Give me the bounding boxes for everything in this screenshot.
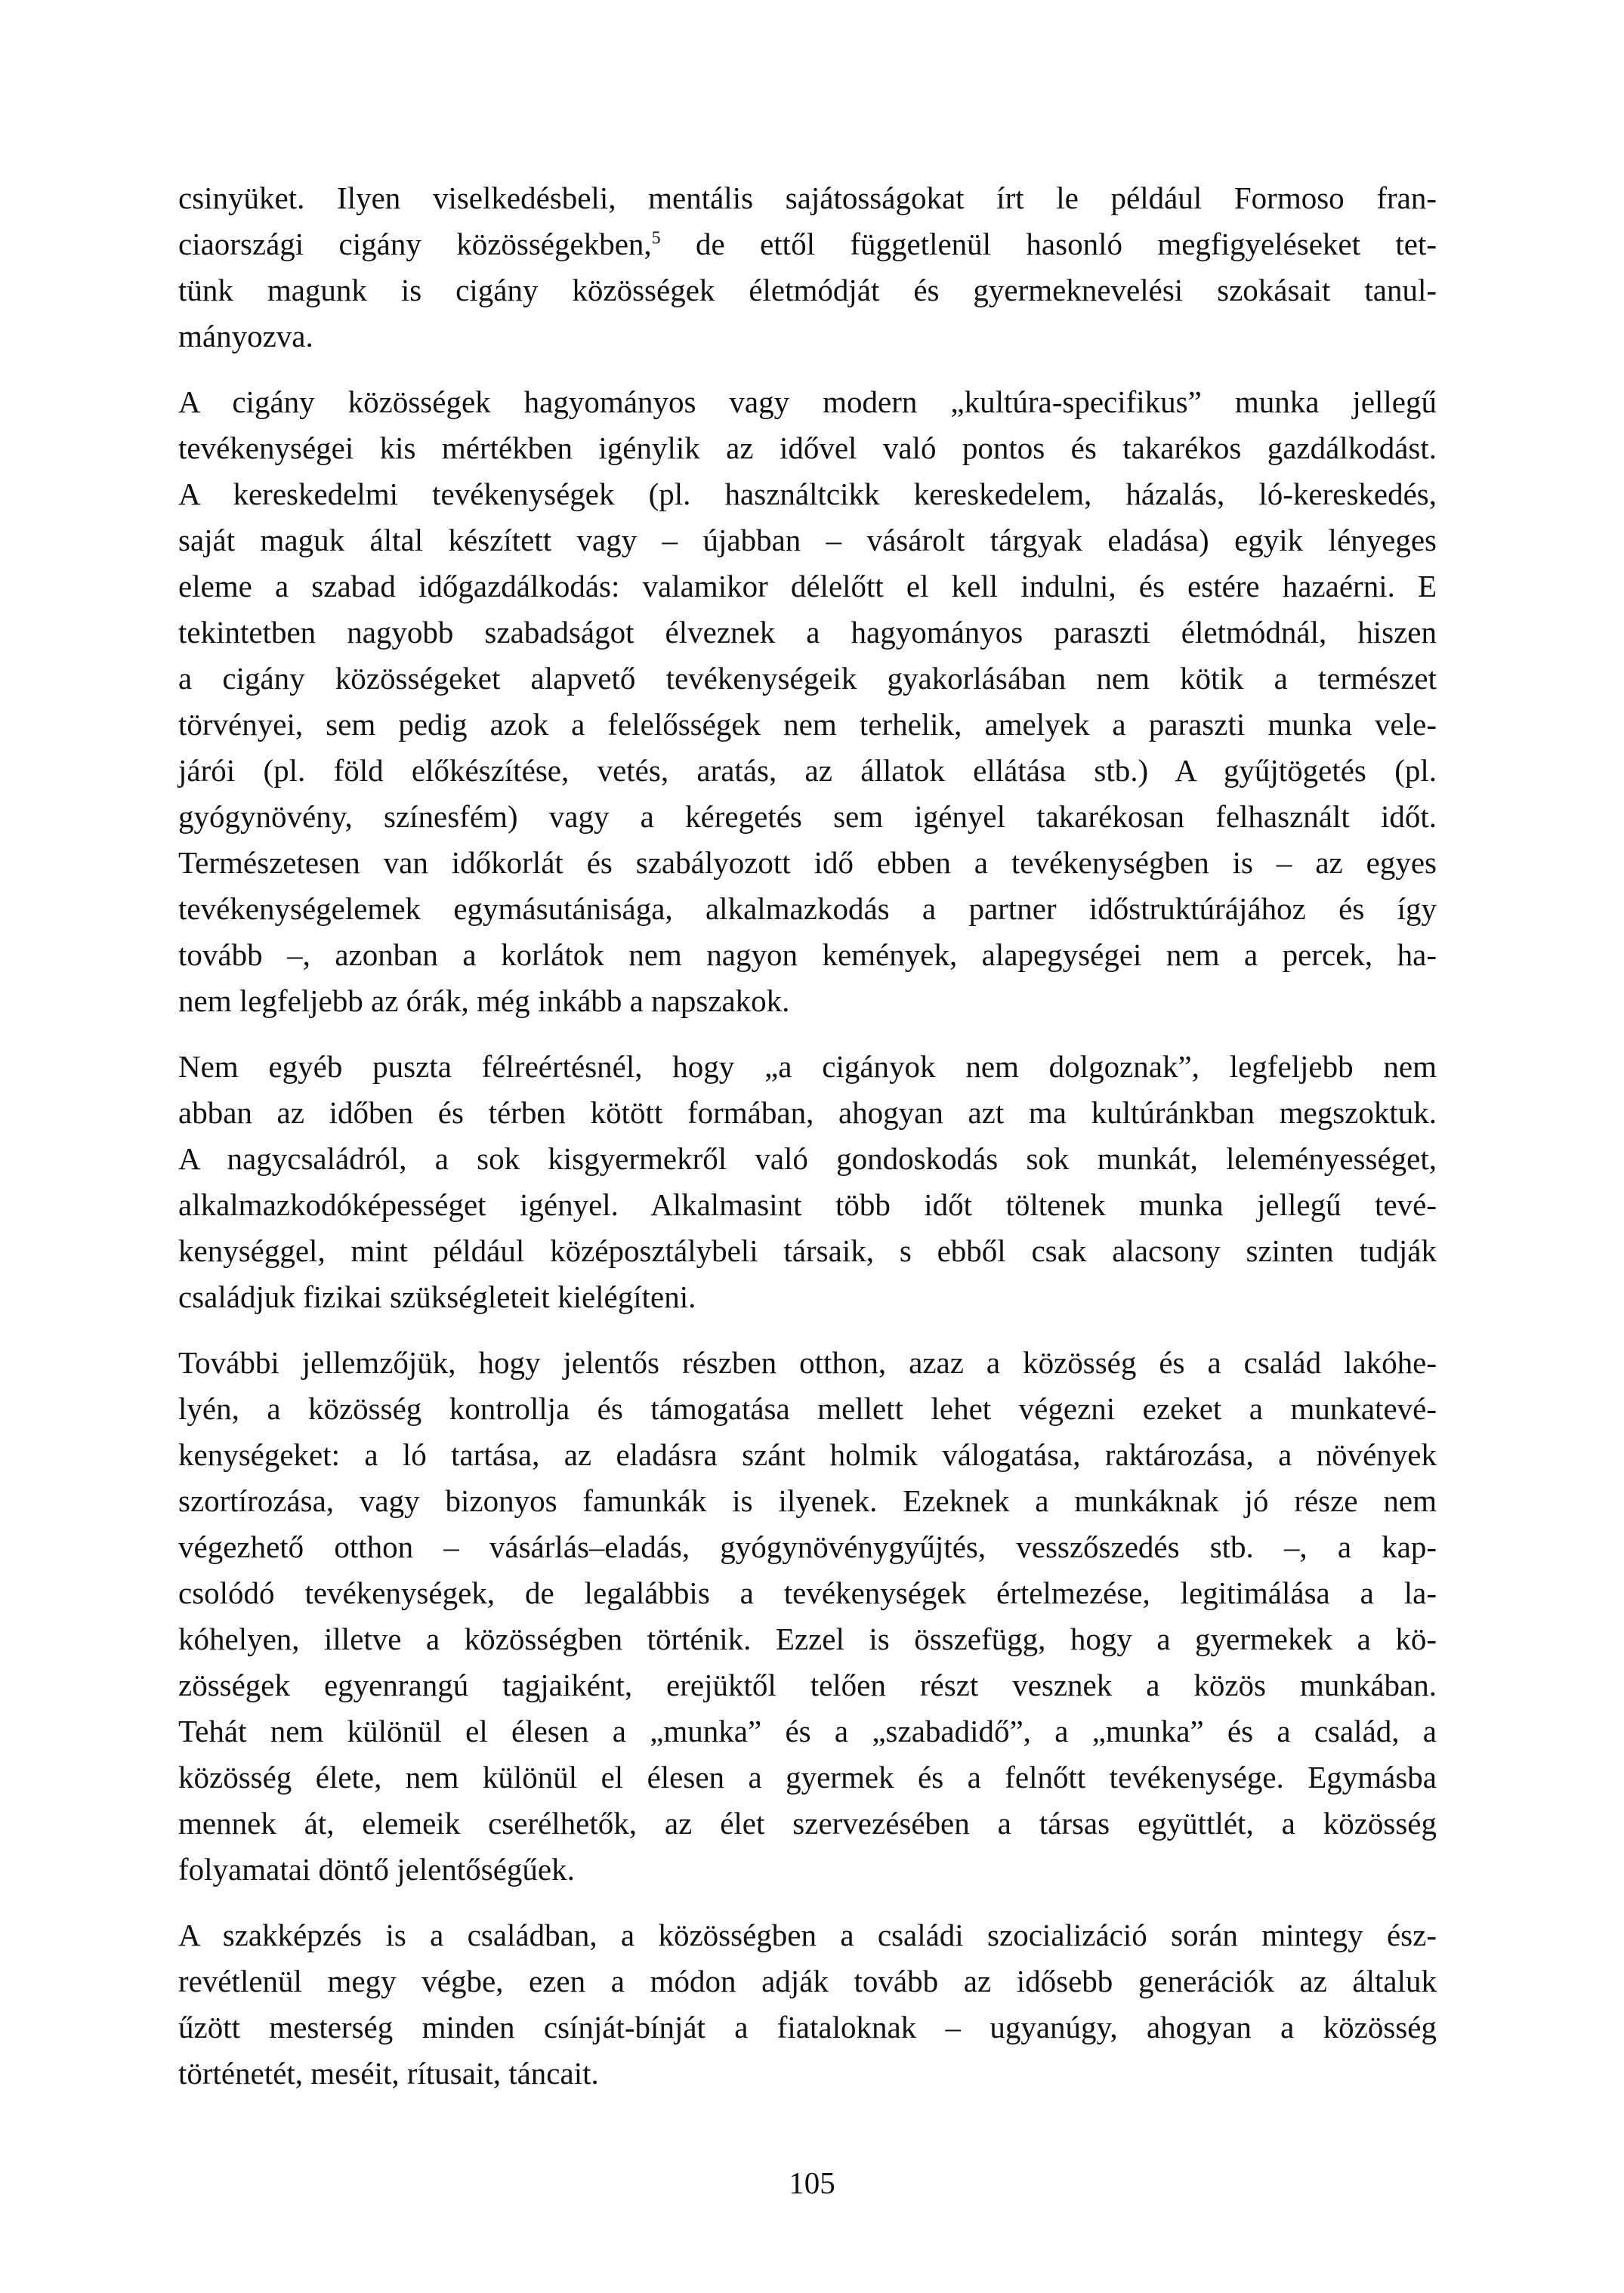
- footnote-marker[interactable]: 5: [651, 228, 661, 248]
- text-line: tovább –, azonban a korlátok nem nagyon kemények, alapegységei nem a percek, ha-: [178, 937, 1437, 972]
- text-line: csinyüket. Ilyen viselkedésbeli, mentális sajátosságokat írt le például Formoso fran-: [178, 181, 1437, 215]
- page-number: 105: [789, 2165, 835, 2200]
- text-line: A nagycsaládról, a sok kisgyermekről való gondoskodás sok munkát, leleményességet,: [178, 1141, 1437, 1176]
- text-line: saját maguk által készített vagy – újabban – vásárolt tárgyak eladása) egyik lényeges: [178, 523, 1437, 557]
- paragraph-1: [178, 175, 1437, 360]
- text-line: revétlenül megy végbe, ezen a módon adják tovább az idősebb generációk az általuk: [178, 1964, 1437, 1998]
- paragraph-4: [178, 1340, 1437, 1893]
- text-line: mennek át, elemeik cserélhetők, az élet szervezésében a társas együttlét, a közösség: [178, 1806, 1437, 1841]
- text-line: tekintetben nagyobb szabadságot élveznek a hagyományos paraszti életmódnál, hiszen: [178, 615, 1437, 650]
- text-line: tevékenységei kis mértékben igénylik az idővel való pontos és takarékos gazdálkodást.: [178, 431, 1437, 465]
- text-line: közösség élete, nem különül el élesen a gyermek és a felnőtt tevékenysége. Egymásba: [178, 1760, 1437, 1795]
- paragraph-2: [178, 379, 1437, 1024]
- text-line: alkalmazkodóképességet igényel. Alkalmasint több időt töltenek munka jellegű tevé-: [178, 1187, 1437, 1222]
- text-line: családjuk fizikai szükségleteit kielégíteni.: [178, 1279, 696, 1314]
- text-line: csolódó tevékenységek, de legalábbis a tevékenységek értelmezése, legitimálása a la-: [178, 1575, 1437, 1610]
- text-line: lyén, a közösség kontrollja és támogatása mellett lehet végezni ezeket a munkatevé-: [178, 1391, 1437, 1426]
- text-line: További jellemzőjük, hogy jelentős részben otthon, azaz a közösség és a család lakóhe-: [178, 1345, 1437, 1380]
- text-line: gyógynövény, színesfém) vagy a kéregetés sem igényel takarékosan felhasznált időt.: [178, 799, 1437, 834]
- text-line: történetét, meséit, rítusait, táncait.: [178, 2056, 599, 2091]
- text-line: járói (pl. föld előkészítése, vetés, aratás, az állatok ellátása stb.) A gyűjtögetés (pl.: [178, 753, 1437, 788]
- page-body: [178, 175, 1437, 2116]
- text-line: a cigány közösségeket alapvető tevékenységeik gyakorlásában nem kötik a természet: [178, 661, 1437, 696]
- text-line: A cigány közösségek hagyományos vagy modern „kultúra-specifikus” munka jellegű: [178, 384, 1437, 419]
- text-line: kenységgel, mint például középosztálybeli társaik, s ebből csak alacsony szinten tudják: [178, 1233, 1437, 1268]
- text-line: Tehát nem különül el élesen a „munka” és a „szabadidő”, a „munka” és a család, a: [178, 1714, 1437, 1748]
- text-line: törvényei, sem pedig azok a felelősségek nem terhelik, amelyek a paraszti munka vele-: [178, 707, 1437, 742]
- text-line: tevékenységelemek egymásutánisága, alkalmazkodás a partner időstruktúrájához és így: [178, 891, 1437, 926]
- text-line: A szakképzés is a családban, a közösségben a családi szocializáció során mintegy ész-: [178, 1918, 1437, 1952]
- text-line: tünk magunk is cigány közösségek életmódját és gyermeknevelési szokásait tanul-: [178, 273, 1437, 307]
- paragraph-3: [178, 1044, 1437, 1320]
- text-line: mányozva.: [178, 319, 313, 353]
- text-line: kenységeket: a ló tartása, az eladásra szánt holmik válogatása, raktározása, a növények: [178, 1437, 1437, 1472]
- text-line: eleme a szabad időgazdálkodás: valamikor délelőtt el kell indulni, és estére hazaérni. E: [178, 569, 1437, 603]
- text-line: végezhető otthon – vásárlás–eladás, gyógynövénygyűjtés, vesszőszedés stb. –, a kap-: [178, 1529, 1437, 1564]
- text-line: ciaországi cigány közösségekben,$^5$ de ettől függetlenül hasonló megfigyeléseket tet-: [178, 227, 1437, 261]
- text-line: Természetesen van időkorlát és szabályozott idő ebben a tevékenységben is – az egyes: [178, 845, 1437, 880]
- text-line: A kereskedelmi tevékenységek (pl. használtcikk kereskedelem, házalás, ló-kereskedés,: [178, 477, 1437, 511]
- text-line: folyamatai döntő jelentőségűek.: [178, 1852, 575, 1887]
- text-line: zösségek egyenrangú tagjaiként, erejüktől telően részt vesznek a közös munkában.: [178, 1668, 1437, 1702]
- paragraph-5: [178, 1912, 1437, 2097]
- text-line: Nem egyéb puszta félreértésnél, hogy „a cigányok nem dolgoznak”, legfeljebb nem: [178, 1049, 1437, 1084]
- text-line: nem legfeljebb az órák, még inkább a napszakok.: [178, 983, 790, 1018]
- text-line: abban az időben és térben kötött formában, ahogyan azt ma kultúránkban megszoktuk.: [178, 1095, 1437, 1130]
- text-line: szortírozása, vagy bizonyos famunkák is ilyenek. Ezeknek a munkáknak jó része nem: [178, 1483, 1437, 1518]
- text-line: űzött mesterség minden csínját-bínját a fiataloknak – ugyanúgy, ahogyan a közösség: [178, 2010, 1437, 2045]
- text-line: kóhelyen, illetve a közösségben történik. Ezzel is összefügg, hogy a gyermekek a kö-: [178, 1622, 1437, 1656]
